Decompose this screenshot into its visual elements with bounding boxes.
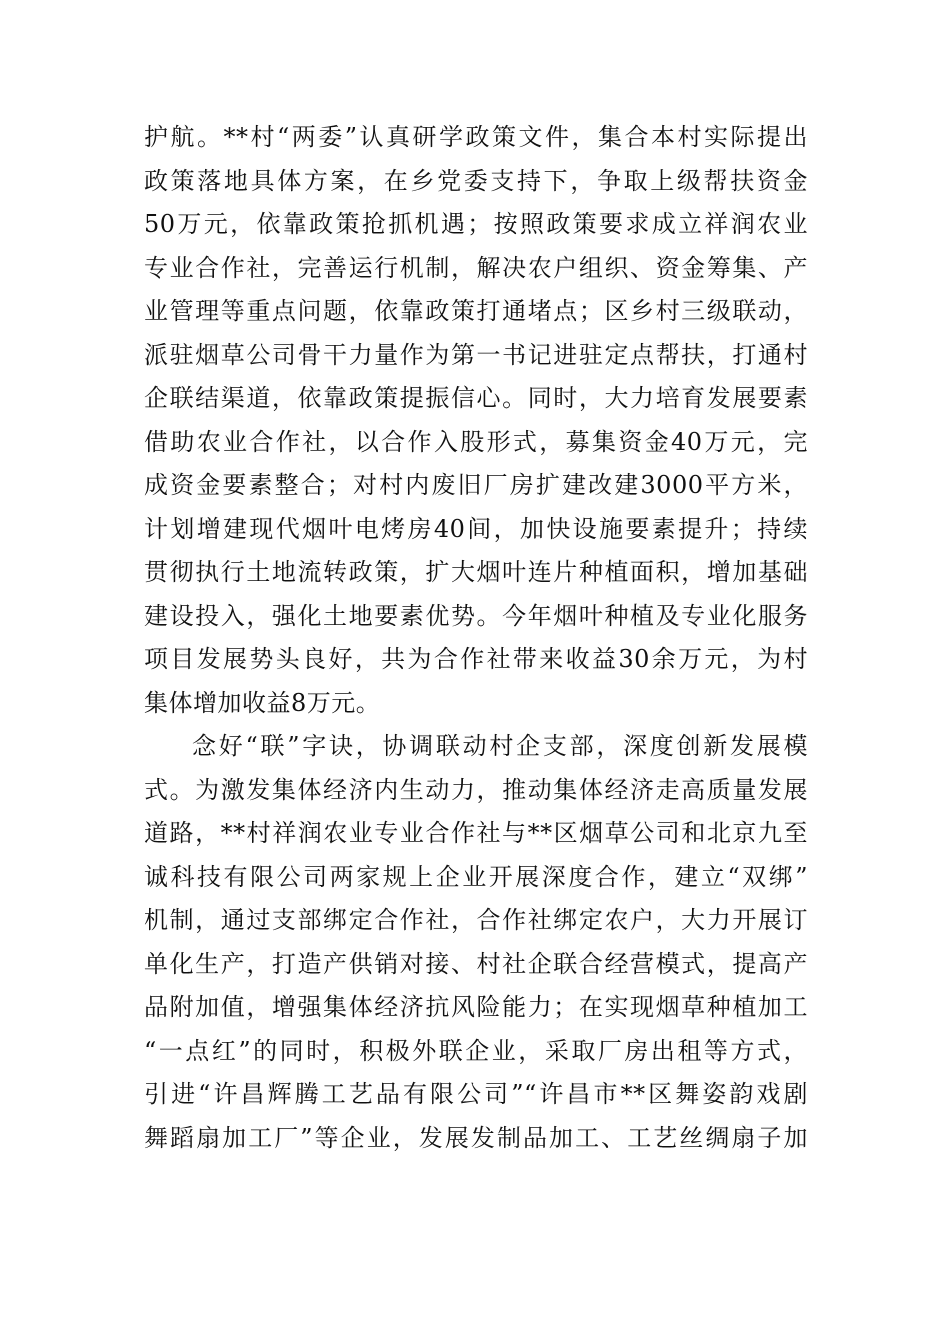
text-line: 贯彻执行土地流转政策，扩大烟叶连片种植面积，增加基础 <box>144 558 808 586</box>
text-line: 建设投入，强化土地要素优势。今年烟叶种植及专业化服务 <box>144 601 808 630</box>
paragraph-village-enterprise-link <box>144 725 808 1160</box>
text-line: 企联结渠道，依靠政策提振信心。同时，大力培育发展要素 <box>144 384 808 412</box>
text-line: 机制，通过支部绑定合作社，合作社绑定农户，大力开展订 <box>144 906 808 934</box>
text-line: 护航。**村“两委”认真研学政策文件，集合本村实际提出 <box>144 123 808 151</box>
text-line: 政策落地具体方案，在乡党委支持下，争取上级帮扶资金 <box>144 166 808 195</box>
text-line: 舞蹈扇加工厂”等企业，发展发制品加工、工艺丝绸扇子加 <box>144 1123 808 1152</box>
text-line: 道路，**村祥润农业专业合作社与**区烟草公司和北京九至 <box>144 819 808 847</box>
text-line: 项目发展势头良好，共为合作社带来收益30余万元，为村 <box>144 645 808 673</box>
text-line: 式。为激发集体经济内生动力，推动集体经济走高质量发展 <box>144 775 808 804</box>
text-line: 借助农业合作社，以合作入股形式，募集资金40万元，完 <box>144 427 808 456</box>
paragraph-policy-support <box>144 116 808 725</box>
text-line: “一点红”的同时，积极外联企业，采取厂房出租等方式， <box>144 1036 808 1065</box>
text-line: 派驻烟草公司骨干力量作为第一书记进驻定点帮扶，打通村 <box>144 340 808 369</box>
text-line: 业管理等重点问题，依靠政策打通堵点；区乡村三级联动， <box>144 297 808 325</box>
text-line: 单化生产，打造产供销对接、村社企联合经营模式，提高产 <box>144 949 808 978</box>
text-line: 计划增建现代烟叶电烤房40间，加快设施要素提升；持续 <box>144 514 808 543</box>
text-line: 引进“许昌辉腾工艺品有限公司”“许昌市**区舞姿韵戏剧 <box>144 1080 808 1108</box>
text-line: 念好“联”字诀，协调联动村企支部，深度创新发展模 <box>192 732 808 760</box>
document-body <box>144 116 808 1160</box>
text-line: 集体增加收益8万元。 <box>144 688 381 717</box>
text-line: 专业合作社，完善运行机制，解决农户组织、资金筹集、产 <box>144 253 808 282</box>
text-line: 成资金要素整合；对村内废旧厂房扩建改建3000平方米， <box>144 471 808 499</box>
text-line: 50万元，依靠政策抢抓机遇；按照政策要求成立祥润农业 <box>144 210 808 238</box>
text-line: 品附加值，增强集体经济抗风险能力；在实现烟草种植加工 <box>144 993 808 1021</box>
text-line: 诚科技有限公司两家规上企业开展深度合作，建立“双绑” <box>144 862 808 891</box>
